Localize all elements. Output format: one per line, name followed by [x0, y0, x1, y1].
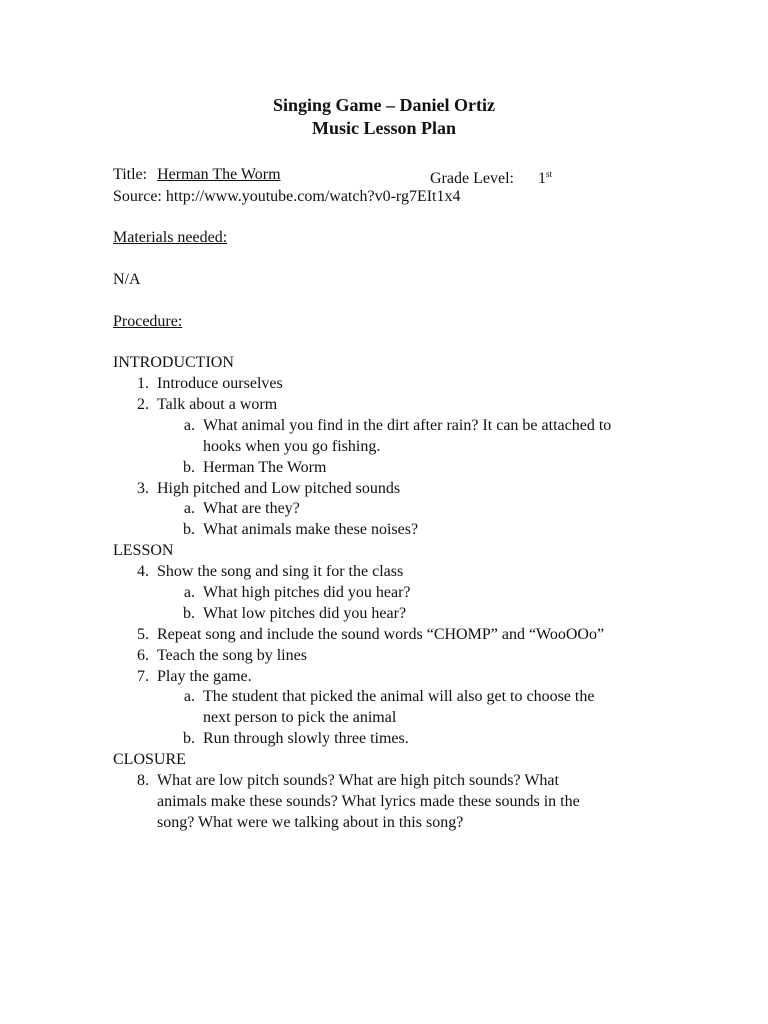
source-row — [113, 186, 460, 207]
title-value: Herman The Worm — [157, 166, 281, 183]
list-item: 8. What are low pitch sounds? What are high pitch sounds? What — [137, 772, 559, 789]
grade-value: 1st — [537, 169, 552, 187]
list-subitem-continuation: next person to pick the animal — [203, 709, 397, 726]
list-item-continuation: animals make these sounds? What lyrics made these sounds in the — [157, 793, 580, 810]
title-label: Title: — [113, 166, 148, 183]
source-label: Source: — [113, 188, 162, 205]
document-title: Singing Game – Daniel Ortiz — [273, 95, 495, 115]
list-item: 5. Repeat song and include the sound words “CHOMP” and “WooOOo” — [137, 626, 605, 643]
list-item: 2. Talk about a worm — [137, 396, 278, 413]
list-subitem: a. The student that picked the animal will also get to choose the — [183, 688, 595, 705]
materials-value: N/A — [113, 271, 141, 288]
list-subitem: a. What high pitches did you hear? — [183, 584, 411, 601]
title-row — [113, 164, 281, 185]
list-item: 7. Play the game. — [137, 668, 252, 685]
list-subitem: b. Herman The Worm — [183, 459, 327, 476]
list-item: 6. Teach the song by lines — [137, 647, 307, 664]
list-subitem: a. What animal you find in the dirt after rain? It can be attached to — [183, 417, 612, 434]
list-subitem: b. What animals make these noises? — [183, 521, 419, 538]
source-url: http://www.youtube.com/watch?v0-rg7EIt1x4 — [165, 188, 461, 205]
list-subitem: b. What low pitches did you hear? — [183, 605, 407, 622]
list-item: 3. High pitched and Low pitched sounds — [137, 480, 401, 497]
procedure-heading: Procedure: — [113, 313, 183, 330]
list-item-continuation: song? What were we talking about in this song? — [157, 814, 464, 831]
section-lesson: LESSON — [113, 542, 174, 559]
grade-label: Grade Level: — [430, 170, 514, 187]
list-item: 1. Introduce ourselves — [137, 375, 283, 392]
list-subitem-continuation: hooks when you go fishing. — [203, 438, 381, 455]
section-closure: CLOSURE — [113, 751, 186, 768]
section-introduction: INTRODUCTION — [113, 354, 234, 371]
list-subitem: b. Run through slowly three times. — [183, 730, 409, 747]
document-subtitle: Music Lesson Plan — [311, 118, 457, 138]
materials-heading: Materials needed: — [113, 229, 228, 246]
list-subitem: a. What are they? — [183, 500, 300, 517]
list-item: 4. Show the song and sing it for the class — [137, 563, 404, 580]
